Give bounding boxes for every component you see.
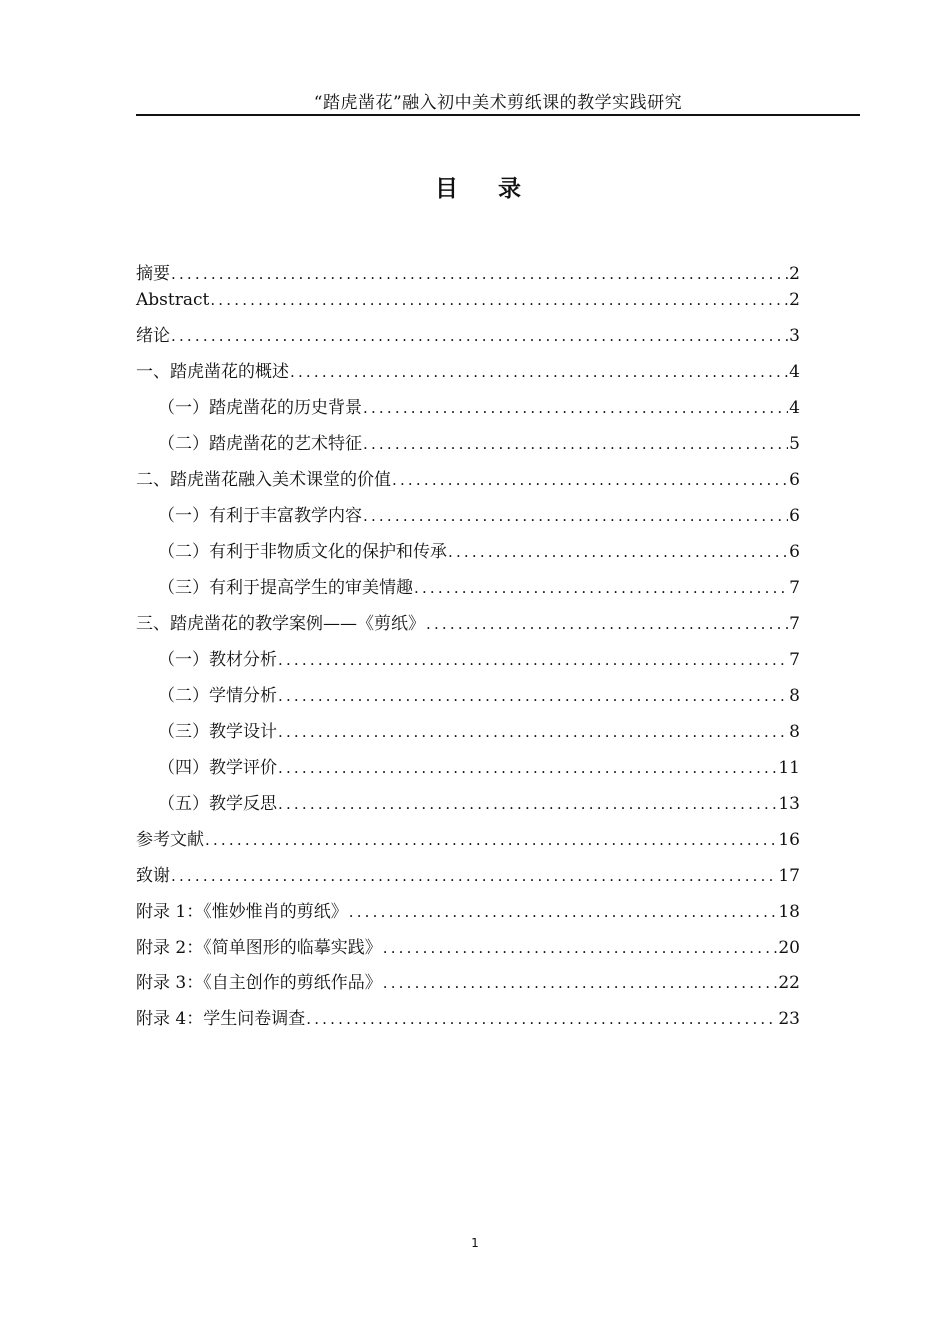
- toc-entry-page: 22: [778, 973, 800, 993]
- toc-dot-leader: [278, 648, 788, 672]
- toc-entry-page: 8: [789, 722, 800, 742]
- toc-entry-page: 4: [789, 398, 800, 418]
- toc-dot-leader: [278, 684, 788, 708]
- toc-title: 目录: [435, 175, 561, 202]
- toc-entry-page: 18: [778, 902, 800, 922]
- toc-entry-appendix-1[interactable]: [136, 900, 800, 924]
- toc-entry-appendix-3[interactable]: [136, 971, 800, 995]
- toc-dot-leader: [448, 540, 788, 564]
- toc-dot-leader: [392, 468, 788, 492]
- toc-dot-leader: [363, 432, 788, 456]
- toc-entry-label: （四）教学评价: [158, 758, 277, 778]
- toc-entry-appendix-4[interactable]: [136, 1007, 800, 1031]
- toc-entry-label: （一）踏虎凿花的历史背景: [158, 398, 362, 418]
- toc-entry-page: 11: [778, 758, 800, 778]
- toc-entry-references[interactable]: [136, 828, 800, 852]
- toc-entry-label: 二、踏虎凿花融入美术课堂的价值: [136, 470, 391, 490]
- toc-entry-label: （一）有利于丰富教学内容: [158, 506, 362, 526]
- toc-entry-label: 附录 1：《惟妙惟肖的剪纸》: [136, 902, 348, 922]
- toc-entry-page: 8: [789, 686, 800, 706]
- toc-entry-page: 4: [789, 362, 800, 382]
- toc-entry-chapter-1[interactable]: [136, 360, 800, 384]
- toc-entry-introduction[interactable]: [136, 324, 800, 348]
- toc-entry-section-2-2[interactable]: [136, 540, 800, 564]
- toc-entry-label: 参考文献: [136, 830, 204, 850]
- toc-entry-label: （一）教材分析: [158, 650, 277, 670]
- toc-entry-label: （二）学情分析: [158, 686, 277, 706]
- toc-dot-leader: [383, 971, 778, 995]
- toc-dot-leader: [306, 1007, 777, 1031]
- toc-entry-label: （五）教学反思: [158, 794, 277, 814]
- toc-entry-page: 6: [789, 542, 800, 562]
- toc-entry-page: 3: [789, 326, 800, 346]
- toc-entry-label: （三）教学设计: [158, 722, 277, 742]
- toc-entry-page: 16: [778, 830, 800, 850]
- page-number: 1: [471, 1236, 479, 1250]
- toc-entry-chapter-2[interactable]: [136, 468, 800, 492]
- toc-dot-leader: [205, 828, 777, 852]
- toc-entry-page: 20: [778, 938, 800, 958]
- toc-entry-label: 三、踏虎凿花的教学案例——《剪纸》: [136, 614, 425, 634]
- toc-entry-chapter-3[interactable]: [136, 612, 800, 636]
- toc-entry-label: 致谢: [136, 866, 170, 886]
- toc-entry-label: （二）有利于非物质文化的保护和传承: [158, 542, 447, 562]
- toc-dot-leader: [171, 864, 777, 888]
- toc-entry-acknowledgements[interactable]: [136, 864, 800, 888]
- running-header-title: “踏虎凿花”融入初中美术剪纸课的教学实践研究: [313, 93, 683, 113]
- toc-dot-leader: [171, 262, 788, 286]
- toc-entry-label: 摘要: [136, 264, 170, 284]
- toc-dot-leader: [349, 900, 778, 924]
- toc-dot-leader: [210, 288, 788, 312]
- toc-entry-label: 附录 2：《简单图形的临摹实践》: [136, 938, 382, 958]
- toc-entry-page: 7: [789, 614, 800, 634]
- header-rule: [136, 114, 860, 116]
- toc-dot-leader: [363, 396, 788, 420]
- toc-entry-label: （二）踏虎凿花的艺术特征: [158, 434, 362, 454]
- toc-entry-page: 2: [789, 290, 800, 310]
- toc-entry-label: 附录 3：《自主创作的剪纸作品》: [136, 973, 382, 993]
- toc-entry-section-3-5[interactable]: [136, 792, 800, 816]
- toc-dot-leader: [383, 936, 778, 960]
- toc-entry-abstract-cn[interactable]: [136, 262, 800, 286]
- toc-entry-label: （三）有利于提高学生的审美情趣: [158, 578, 413, 598]
- toc-dot-leader: [278, 792, 777, 816]
- toc-entry-label: Abstract: [136, 290, 210, 310]
- toc-entry-abstract-en[interactable]: [136, 288, 800, 312]
- toc-dot-leader: [290, 360, 788, 384]
- toc-entry-section-3-3[interactable]: [136, 720, 800, 744]
- toc-dot-leader: [278, 756, 777, 780]
- toc-entry-page: 17: [778, 866, 800, 886]
- toc-entry-page: 6: [789, 470, 800, 490]
- toc-entry-page: 23: [778, 1009, 800, 1029]
- toc-entry-section-3-1[interactable]: [136, 648, 800, 672]
- toc-entry-page: 7: [789, 578, 800, 598]
- toc-entry-page: 13: [778, 794, 800, 814]
- toc-entry-label: 一、踏虎凿花的概述: [136, 362, 289, 382]
- toc-entry-section-3-4[interactable]: [136, 756, 800, 780]
- toc-entry-label: 绪论: [136, 326, 170, 346]
- toc-entry-section-3-2[interactable]: [136, 684, 800, 708]
- toc-dot-leader: [278, 720, 788, 744]
- toc-entry-section-1-1[interactable]: [136, 396, 800, 420]
- toc-dot-leader: [426, 612, 788, 636]
- toc-entry-section-2-3[interactable]: [136, 576, 800, 600]
- toc-entry-label: 附录 4：学生问卷调查: [136, 1009, 306, 1029]
- toc-dot-leader: [363, 504, 788, 528]
- toc-entry-section-2-1[interactable]: [136, 504, 800, 528]
- toc-entry-page: 2: [789, 264, 800, 284]
- toc-entry-page: 6: [789, 506, 800, 526]
- toc-dot-leader: [171, 324, 788, 348]
- toc-entry-page: 5: [789, 434, 800, 454]
- toc-entry-section-1-2[interactable]: [136, 432, 800, 456]
- toc-dot-leader: [414, 576, 788, 600]
- toc-entry-page: 7: [789, 650, 800, 670]
- toc-entry-appendix-2[interactable]: [136, 936, 800, 960]
